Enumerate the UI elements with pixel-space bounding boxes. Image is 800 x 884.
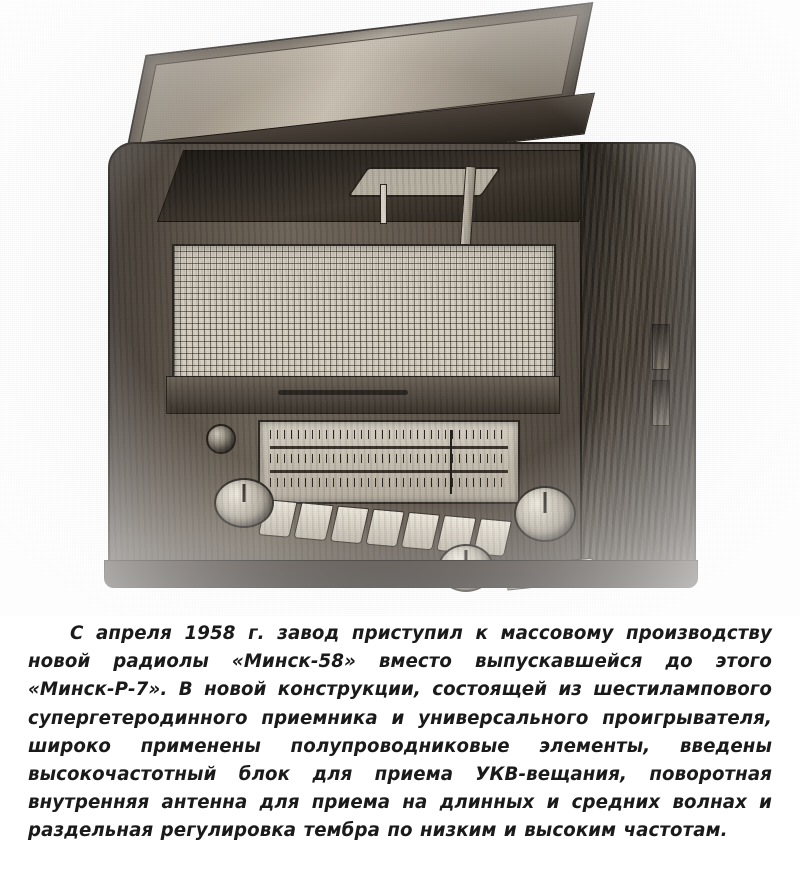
band-key [472,518,512,557]
dial-ticks-row-1 [270,430,508,439]
cabinet [108,142,696,586]
cabinet-side-panel [580,144,694,584]
turntable-platter [347,167,502,197]
grille-trim-strip [166,376,560,414]
dial-pointer [450,430,452,494]
band-key [294,502,334,541]
band-key [329,505,369,544]
treble-control-slot [652,324,670,370]
dial-ticks-row-3 [270,478,508,487]
caption-text: С апреля 1958 г. завод приступил к массовому производству новой радиолы «Минск-58» вместо выпускавшейся до этого «Минск-Р-7». В новой конструкции, состоящей из шестилампового супергетеродинного приемника и универсального проигрывателя, широко применены полупроводниковые элементы, введены высокочастотный блок для приема УКВ-вещания, поворотная внутренняя антенна для приема на длинных и средних волнах и раздельная регулировка тембра по низким и высоким частотам. [28,623,772,842]
band-key [401,512,441,551]
carry-handle [278,390,408,395]
tuning-knob [514,486,576,542]
cabinet-plinth [104,560,698,588]
band-key [436,515,476,554]
figure-caption [0,620,800,846]
range-knob [206,424,236,454]
turntable-spindle [380,184,387,224]
knob-pointer [544,492,547,513]
dial-ticks-row-2 [270,454,508,463]
speaker-grille [172,244,556,386]
tuning-dial-scale [258,420,520,504]
volume-knob [214,478,274,528]
band-key [365,509,405,548]
dial-scale-line-1 [270,446,508,449]
band-key [258,499,298,538]
dial-scale-line-2 [270,470,508,473]
record-player-deck [157,150,605,222]
band-selector-keys [258,499,512,557]
knob-pointer [243,484,246,502]
bass-control-slot [652,380,670,426]
tonearm [459,166,477,265]
